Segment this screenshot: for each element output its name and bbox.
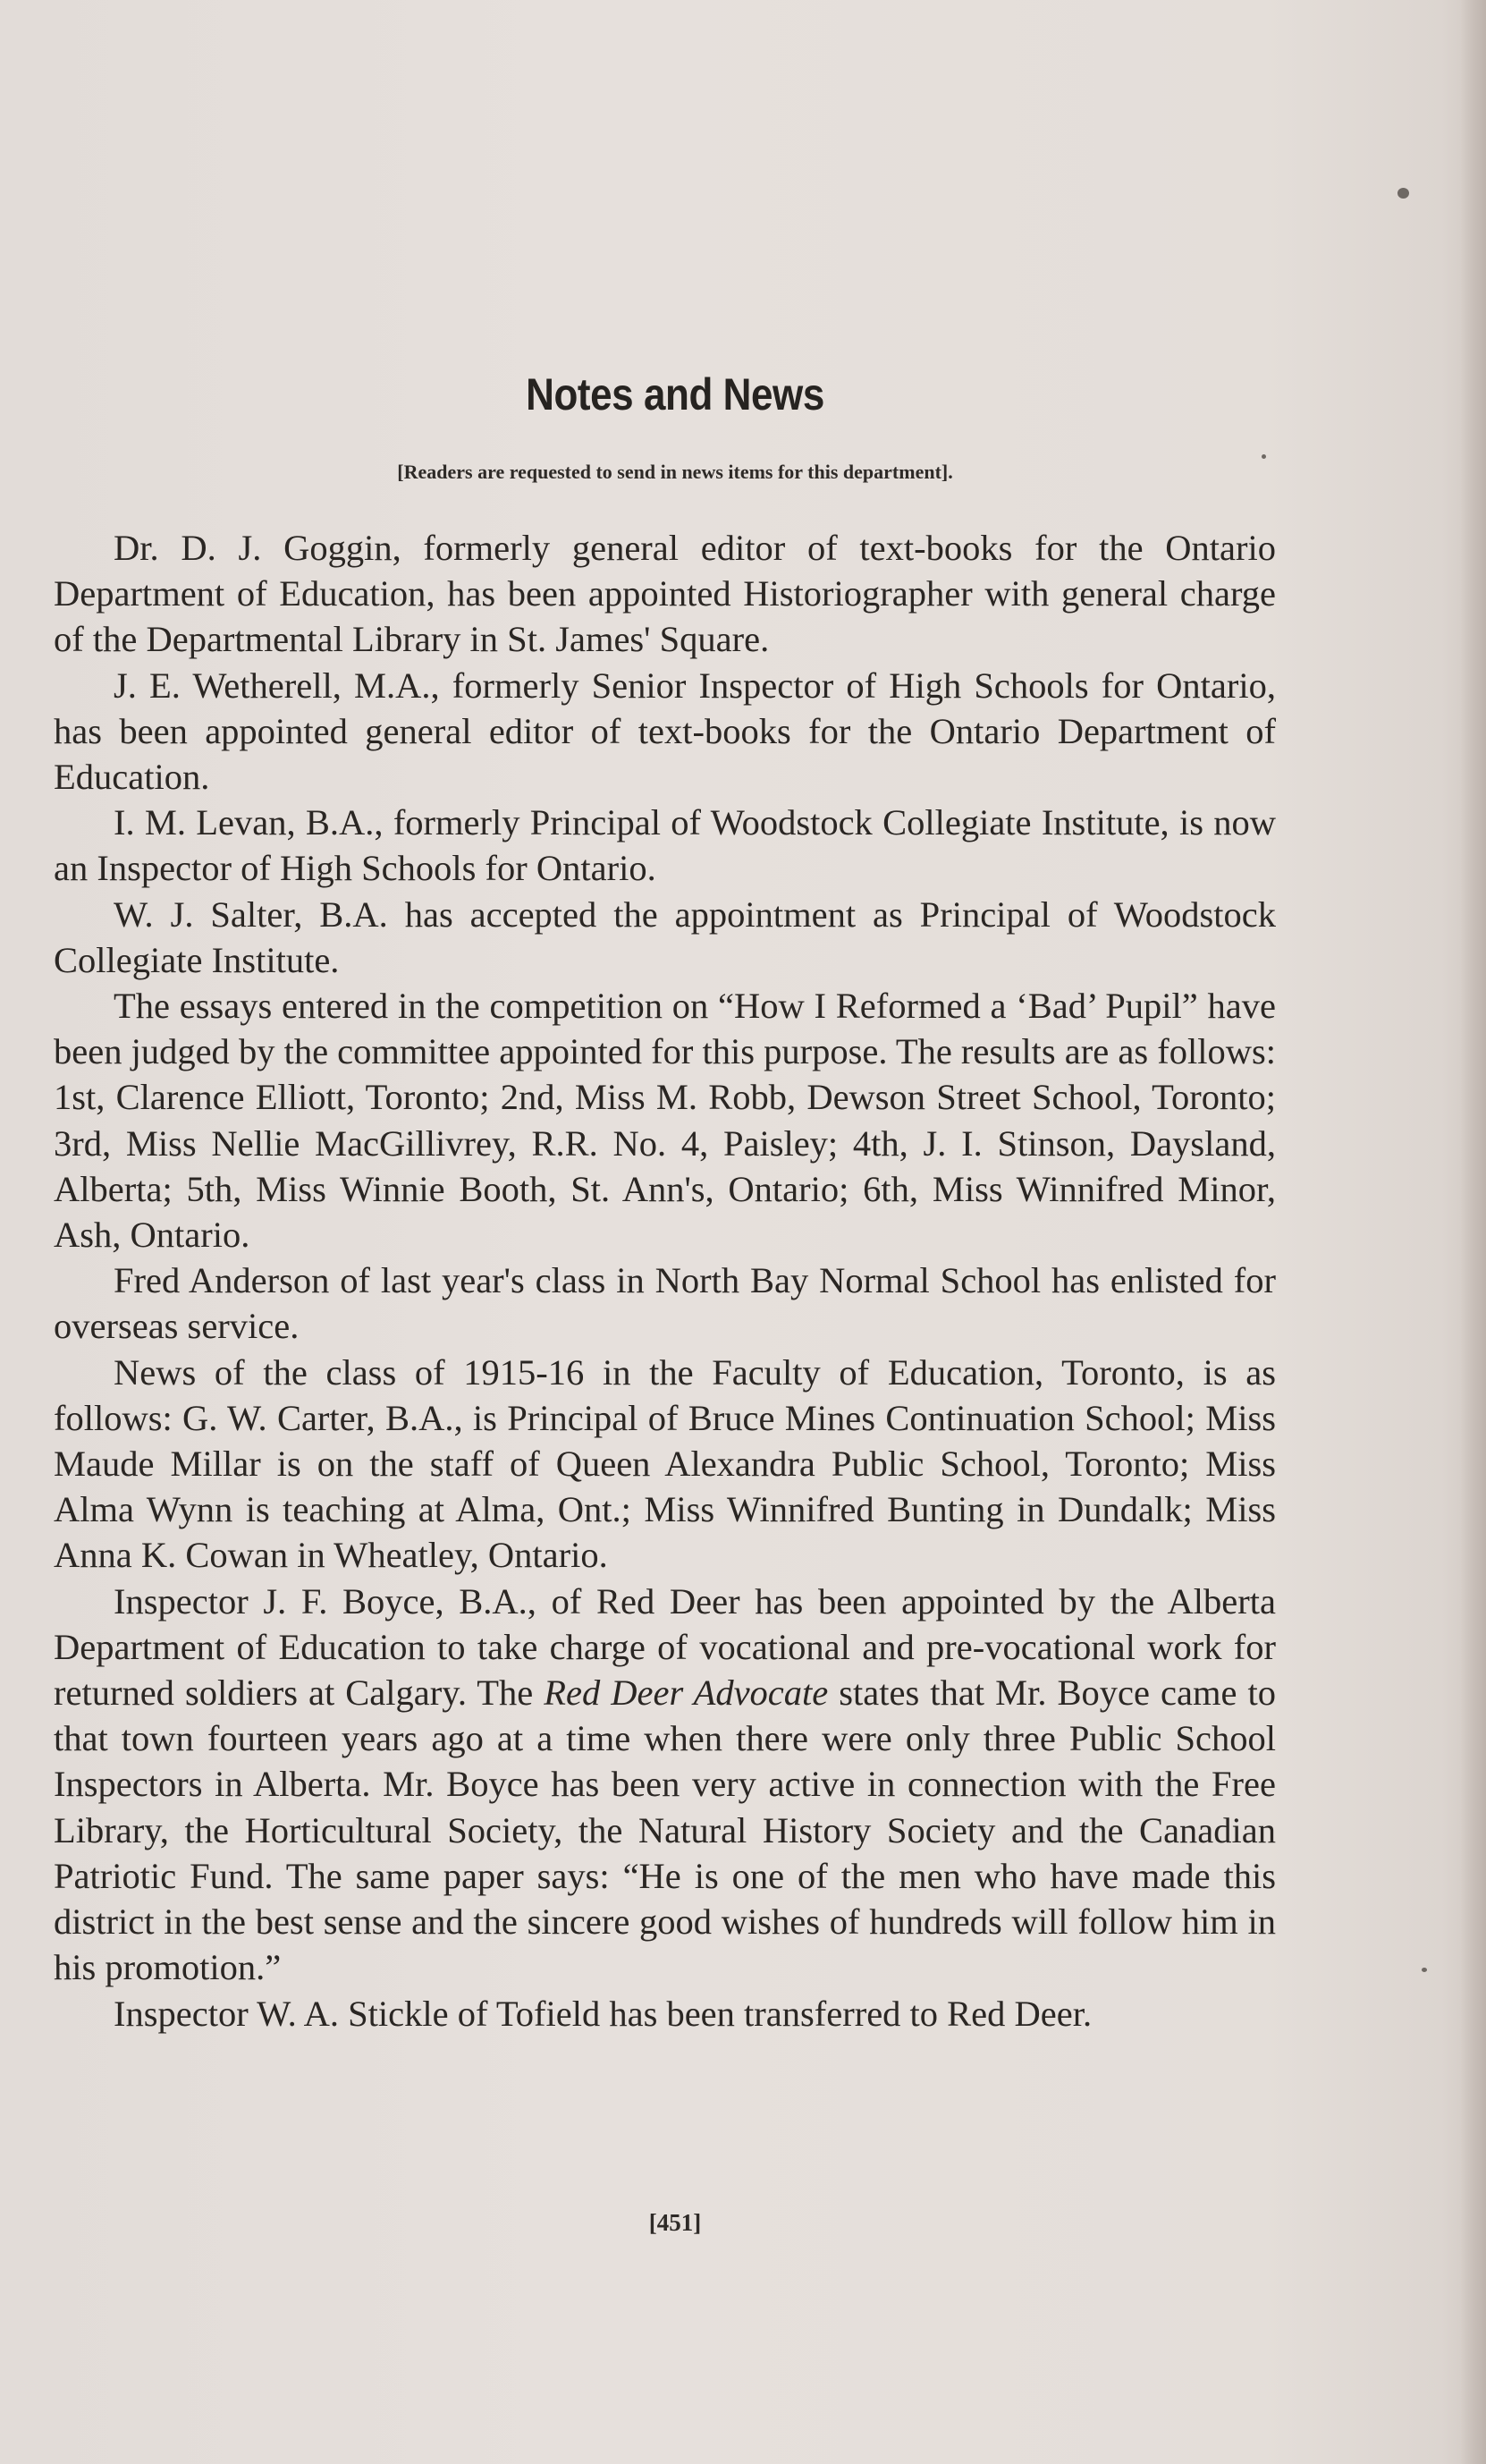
boyce-text-start: Inspector J. F. Boyce, B.A., of Red Deer has been appointed by the Alberta Department of Education to take charge of vocational and pre-vocational work for returned soldiers at Calgary. The (54, 1580, 1276, 1714)
article-body (54, 525, 1276, 2036)
news-item-boyce (54, 1579, 1276, 1991)
news-item-essay-competition: The essays entered in the competition on “How I Reformed a ‘Bad’ Pupil” have been judged by the committee appointed for this purpose. The results are as follows: 1st, Clarence Elliott, Toronto; 2nd, Miss M. Robb, Dewson Street School, Toronto; 3rd, Miss Nellie MacGillivrey, R.R. No. 4, Paisley; 4th, J. I. Stinson, Daysland, Alberta; 5th, Miss Winnie Booth, St. Ann's, Ontario; 6th, Miss Winnifred Minor, Ash, Ontario. (54, 986, 1276, 1256)
ink-speck (1262, 454, 1266, 459)
ink-speck (1422, 1968, 1427, 1972)
news-item-levan: I. M. Levan, B.A., formerly Principal of Woodstock Collegiate Institute, is now an Inspector of High Schools for Ontario. (54, 802, 1276, 889)
page-binding-edge (1461, 0, 1486, 2464)
news-item-class-1915-16: News of the class of 1915-16 in the Faculty of Education, Toronto, is as follows: G. W. Carter, B.A., is Principal of Bruce Mines Continuation School; Miss Maude Millar is on the staff of Queen Alexandra Public School, Toronto; Miss Alma Wynn is teaching at Alma, Ont.; Miss Winnifred Bunting in Dundalk; Miss Anna K. Cowan in Wheatley, Ontario. (54, 1351, 1276, 1576)
newspaper-title: Red Deer Advocate (544, 1672, 829, 1714)
boyce-text-end: states that Mr. Boyce came to that town fourteen years ago at a time when there were only three Public School Inspectors in Alberta. Mr. Boyce has been very active in connection with the Free Library, the Horticultural Society, the Natural History Society and the Canadian Patriotic Fund. The same paper says: “He is one of the men who have made this district in the best sense and the sincere good wishes of hundreds will follow him in his promotion.” (54, 1672, 1276, 1988)
ink-speck (1397, 188, 1409, 199)
page-title: Notes and News (526, 369, 824, 419)
page-number: [451] (648, 2209, 702, 2236)
news-item-anderson: Fred Anderson of last year's class in North Bay Normal School has enlisted for overseas service. (54, 1260, 1276, 1347)
news-item-stickle: Inspector W. A. Stickle of Tofield has been transferred to Red Deer. (114, 1993, 1093, 2034)
news-item-wetherell: J. E. Wetherell, M.A., formerly Senior Inspector of High Schools for Ontario, has been appointed general editor of text-books for the Ontario Department of Education. (54, 665, 1276, 798)
news-item-salter: W. J. Salter, B.A. has accepted the appointment as Principal of Woodstock Collegiate Institute. (54, 893, 1276, 980)
news-item-goggin: Dr. D. J. Goggin, formerly general editor of text-books for the Ontario Department of Education, has been appointed Historiographer with general charge of the Departmental Library in St. James' Square. (54, 528, 1276, 660)
page-subtitle: [Readers are requested to send in news items for this department]. (397, 461, 953, 483)
